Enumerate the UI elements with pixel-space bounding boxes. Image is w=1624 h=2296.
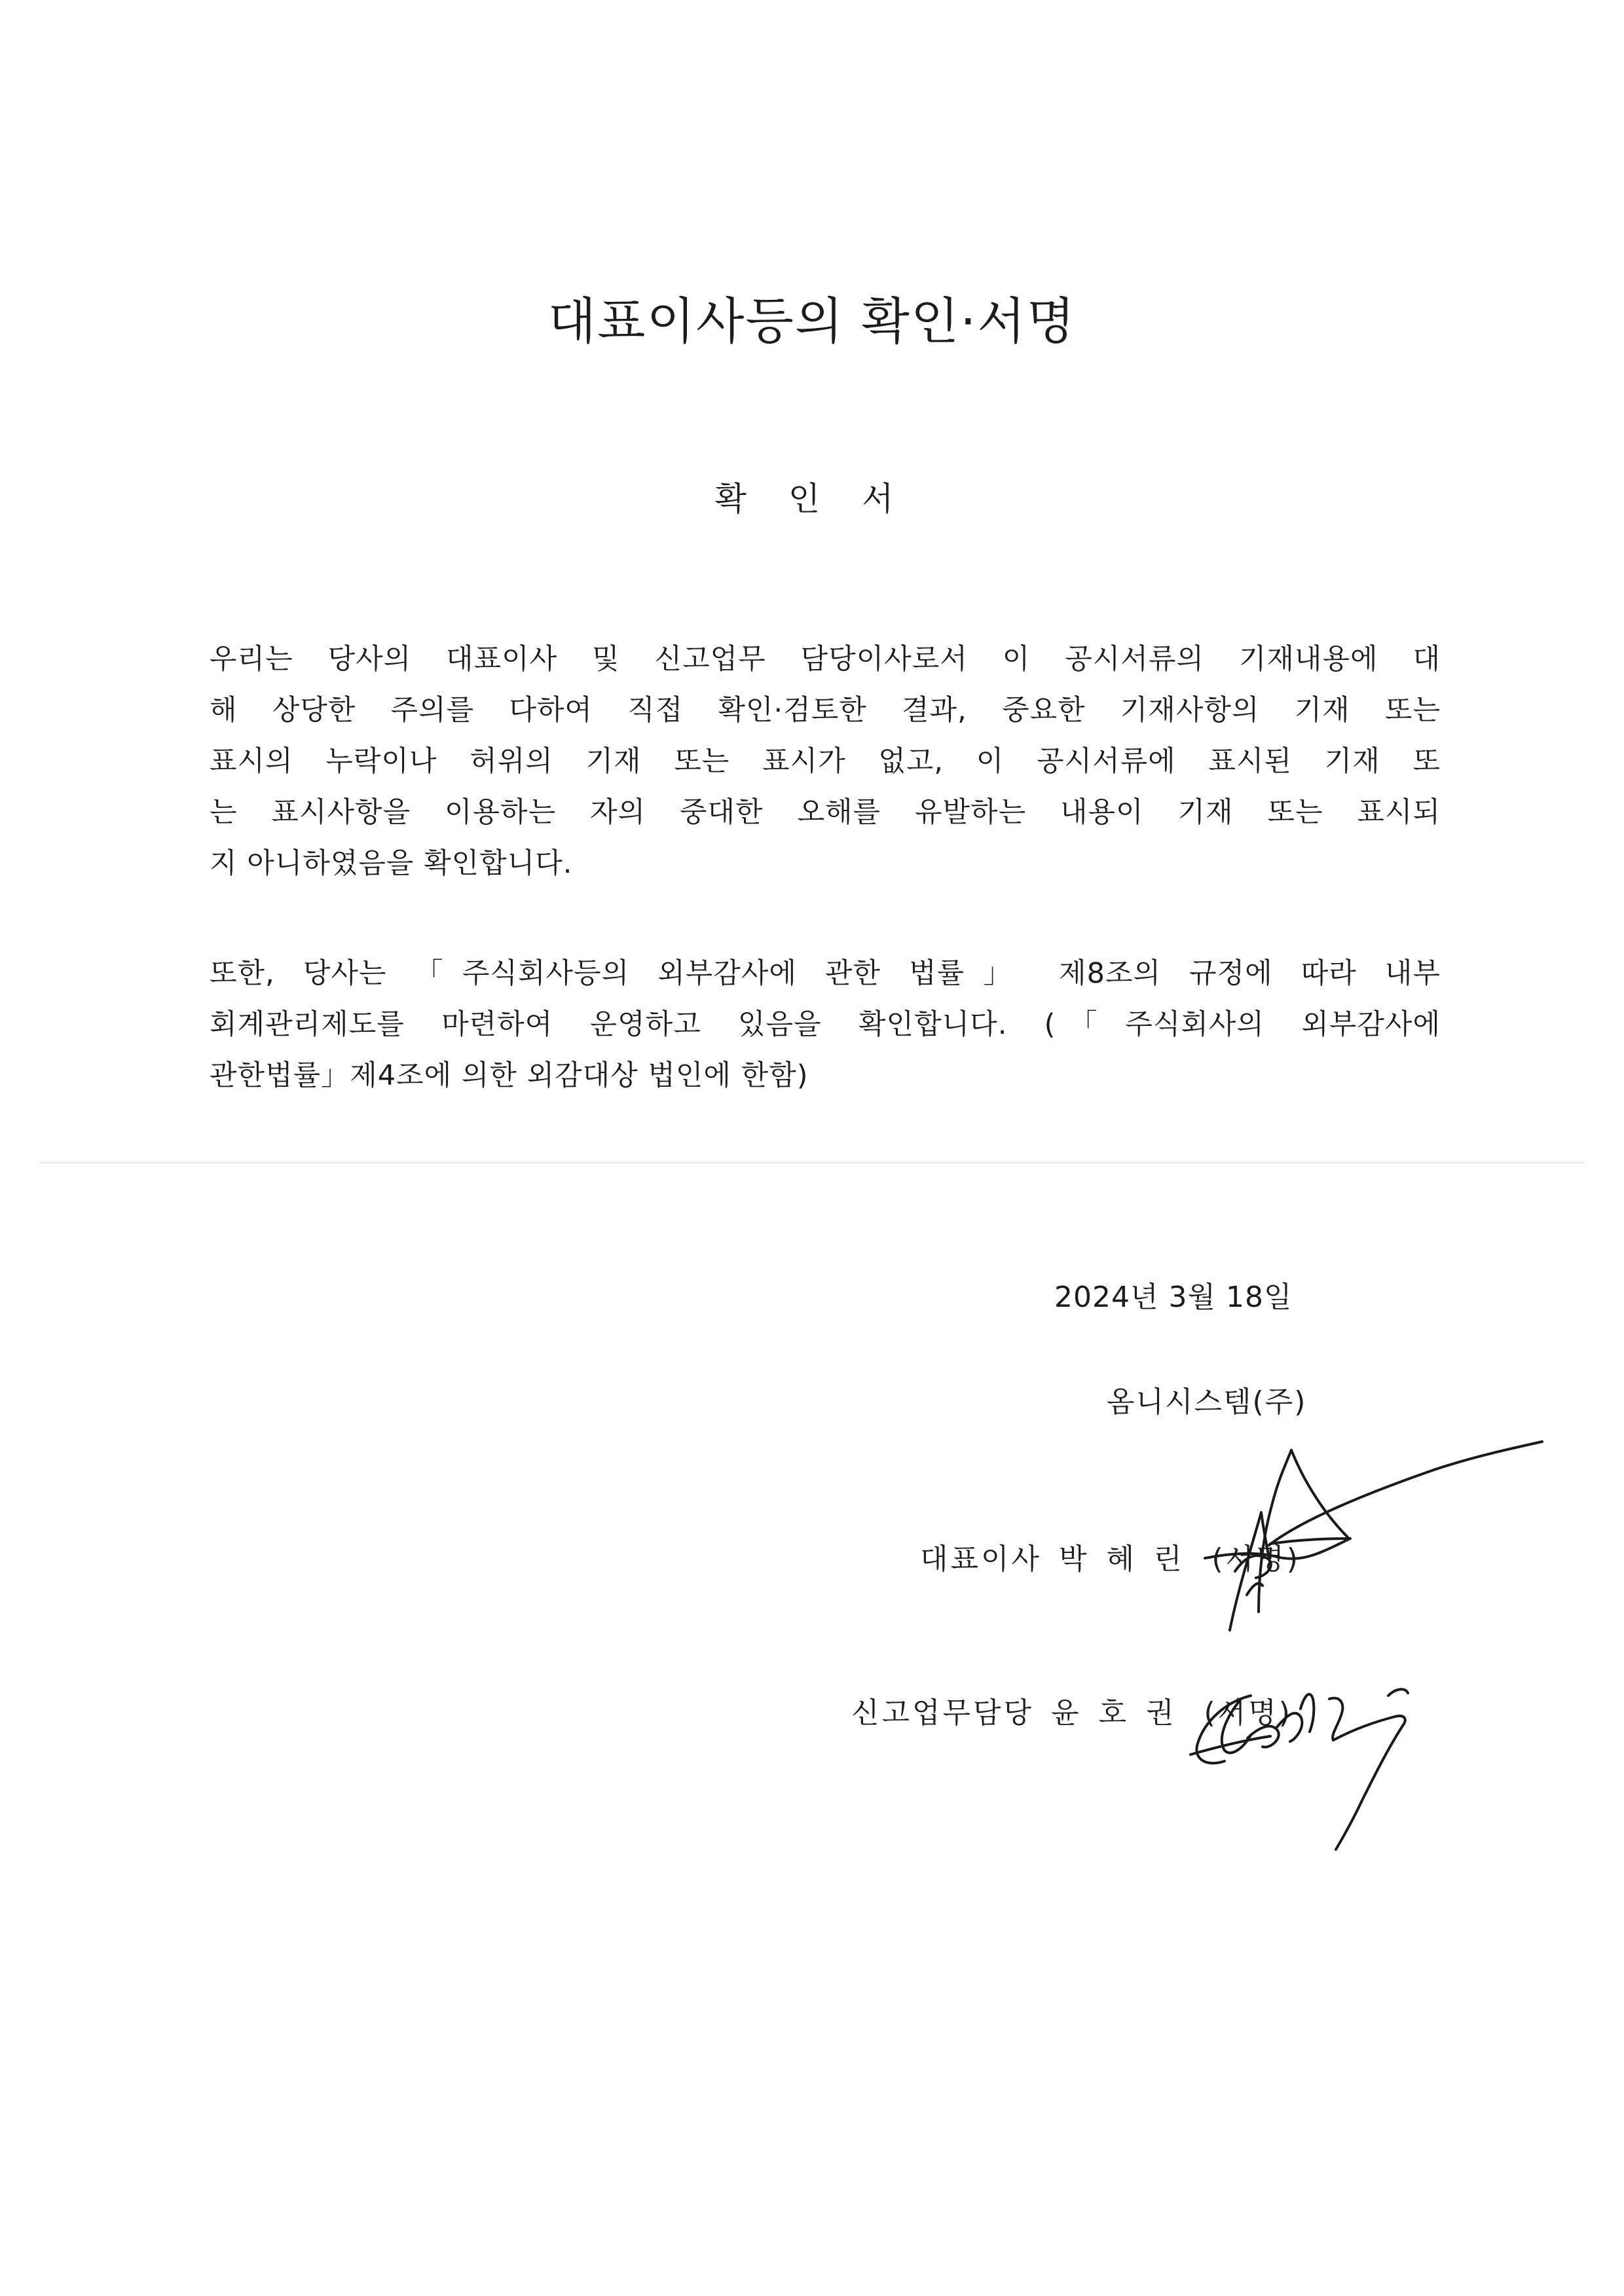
signer-role: 대표이사 xyxy=(920,1542,1043,1576)
internal-control-paragraph xyxy=(210,948,1441,1101)
disclosure-officer-handwritten-signature xyxy=(1179,1669,1467,1853)
signature-label: (서명) xyxy=(1204,1696,1293,1730)
scan-fold-line xyxy=(39,1162,1585,1163)
paragraph-line: 회계관리제도를 마련하여 운영하고 있음을 확인합니다. (「주식회사의 외부감사에 xyxy=(210,1008,1441,1041)
paragraph-line: 는 표시사항을 이용하는 자의 중대한 오해를 유발하는 내용이 기재 또는 표시되 xyxy=(210,796,1441,829)
ceo-handwritten-signature xyxy=(1107,1440,1552,1637)
paragraph-line: 또한, 당사는 「주식회사등의 외부감사에 관한 법률」 제8조의 규정에 따라 내부 xyxy=(210,957,1441,990)
signature-label: (서명) xyxy=(1211,1542,1301,1576)
paragraph-line: 해 상당한 주의를 다하여 직접 확인·검토한 결과, 중요한 기재사항의 기재 또는 xyxy=(210,694,1441,727)
signer-name: 윤호권 xyxy=(1051,1696,1194,1730)
signer-name: 박혜린 xyxy=(1059,1542,1202,1576)
paragraph-line: 표시의 누락이나 허위의 기재 또는 표시가 없고, 이 공시서류에 표시된 기재 또 xyxy=(210,745,1441,778)
document-date: 2024년 3월 18일 xyxy=(1054,1281,1293,1314)
confirmation-paragraph xyxy=(210,634,1441,889)
paragraph-line: 관한법률」제4조에 의한 외감대상 법인에 한함) xyxy=(210,1059,809,1092)
signer-role: 신고업무담당 xyxy=(851,1696,1035,1730)
document-subtitle: 확 인 서 xyxy=(714,480,910,518)
paragraph-line: 우리는 당사의 대표이사 및 신고업무 담당이사로서 이 공시서류의 기재내용에 대 xyxy=(210,643,1441,676)
paragraph-line: 지 아니하였음을 확인합니다. xyxy=(210,847,573,880)
document-title: 대표이사등의 확인·서명 xyxy=(547,292,1077,350)
company-name: 옴니시스템(주) xyxy=(1107,1385,1307,1419)
